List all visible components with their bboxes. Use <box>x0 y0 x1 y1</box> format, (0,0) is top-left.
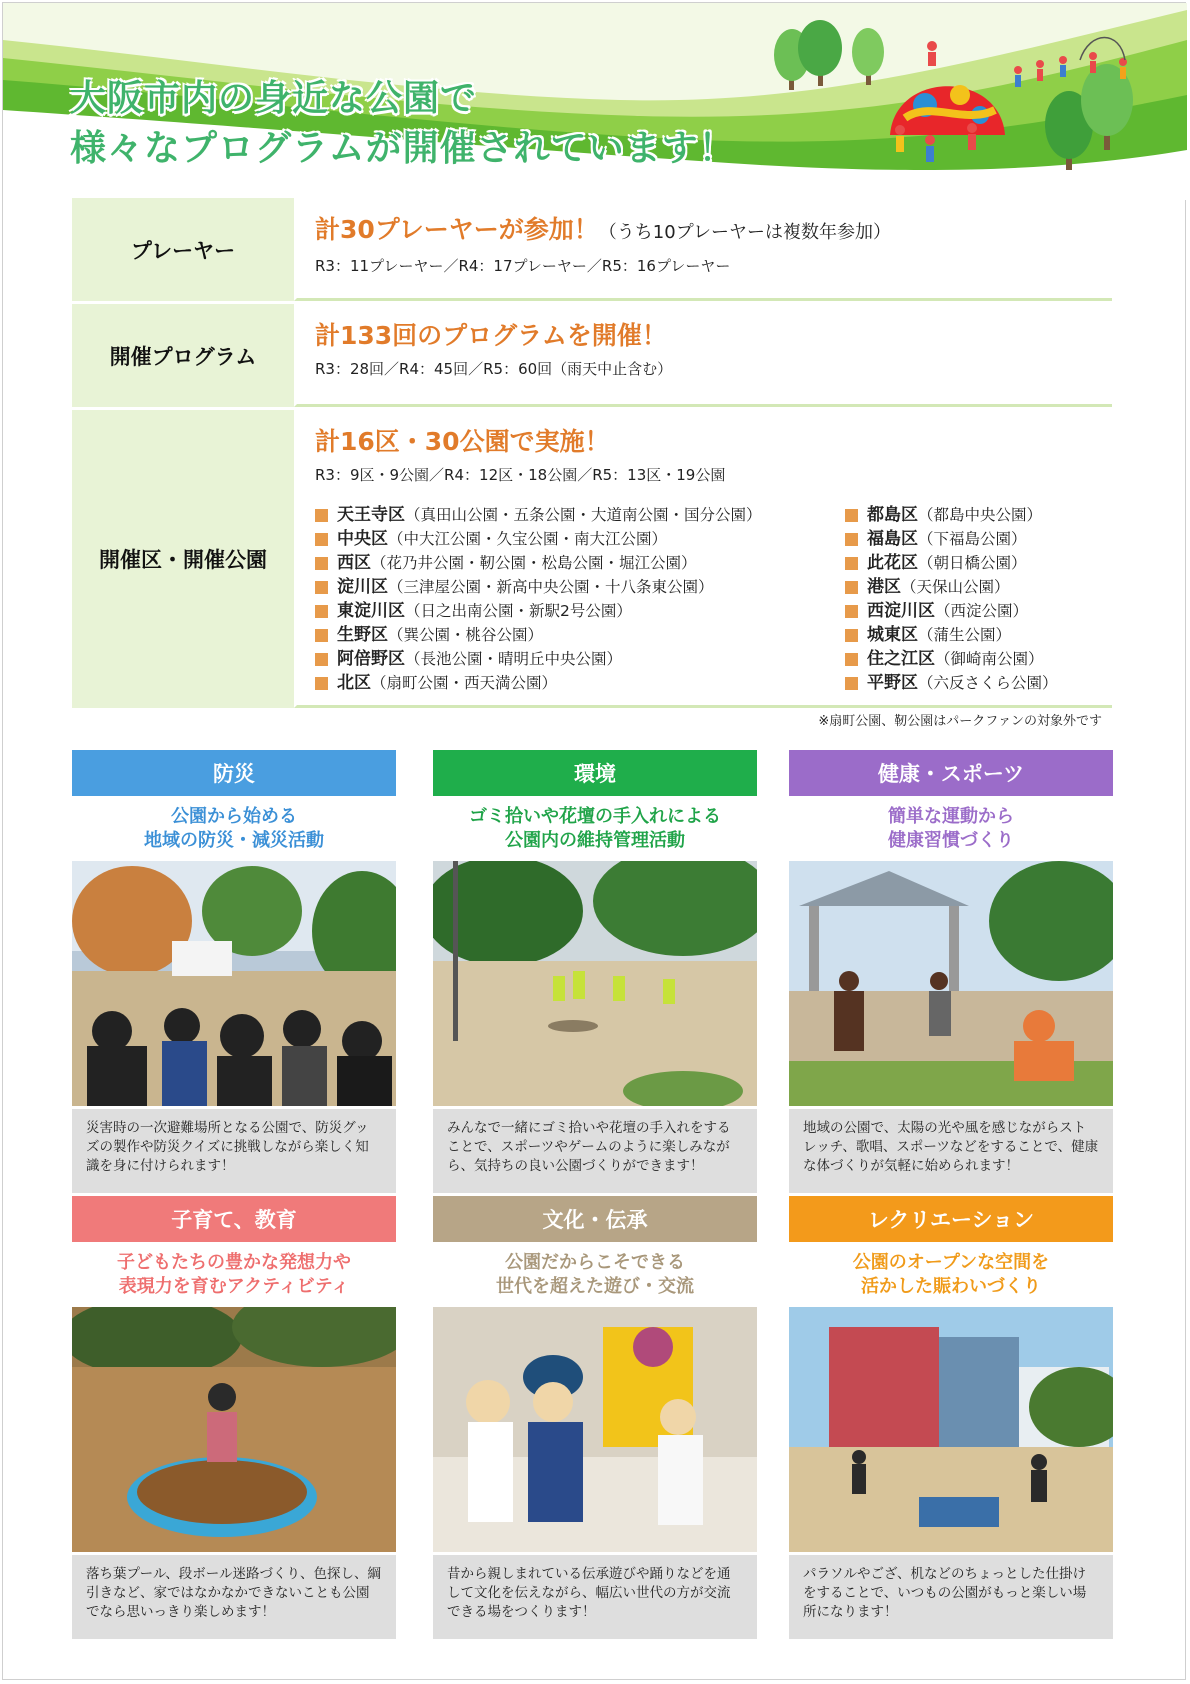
bullet-square-icon <box>845 533 858 546</box>
park-list-item <box>315 503 845 527</box>
card-description: 落ち葉プール、段ボール迷路づくり、色探し、綱引きなど、家ではなかなかできないことも公園でなら思いっきり楽しめます！ <box>72 1555 396 1639</box>
tagline-line-1: 公園だからこそできる <box>505 1252 685 1273</box>
row-content <box>294 304 1112 407</box>
bullet-square-icon <box>315 677 328 690</box>
park-names: （西淀公園） <box>935 602 1029 620</box>
park-list-item <box>315 551 845 575</box>
ward-name: 天王寺区 <box>337 505 405 525</box>
headline-text: 計30プレーヤーが参加！ <box>315 215 599 244</box>
title-line-2: 様々なプログラムが開催されています！ <box>70 128 736 169</box>
bullet-square-icon <box>315 629 328 642</box>
ward-name: 城東区 <box>867 625 918 645</box>
page-title <box>70 74 736 174</box>
bullet-square-icon <box>315 581 328 594</box>
park-list-item <box>845 671 1058 695</box>
card-photo <box>72 1307 396 1552</box>
tagline-line-1: 簡単な運動から <box>888 806 1014 827</box>
park-list-item <box>315 575 845 599</box>
tagline-line-1: 公園から始める <box>171 806 297 827</box>
bullet-square-icon <box>315 557 328 570</box>
row-label: プレーヤー <box>72 198 294 301</box>
card-photo <box>433 1307 757 1552</box>
park-list-item <box>845 575 1058 599</box>
footnote: ※扇町公園、靭公園はパークファンの対象外です <box>818 714 1102 729</box>
park-names: （長池公園・晴明丘中央公園） <box>405 650 623 668</box>
bullet-square-icon <box>845 557 858 570</box>
bullet-square-icon <box>315 509 328 522</box>
card-photo <box>789 861 1113 1106</box>
ward-name: 此花区 <box>867 553 918 573</box>
tagline-line-2: 表現力を育むアクティビティ <box>118 1276 350 1297</box>
card-tagline <box>433 805 757 855</box>
areas-detail: R3：9区・9公園／R4：12区・18公園／R5：13区・19公園 <box>315 466 726 484</box>
row-players <box>72 195 1112 301</box>
park-list-item <box>315 623 845 647</box>
ward-name: 西区 <box>337 553 371 573</box>
card-tagline <box>72 805 396 855</box>
headline-note: （うち10プレーヤーは複数年参加） <box>598 222 891 243</box>
park-list-item <box>845 551 1058 575</box>
card-title: 健康・スポーツ <box>789 750 1113 796</box>
card-tagline <box>789 1251 1113 1301</box>
park-names: （下福島公園） <box>918 530 1027 548</box>
bullet-square-icon <box>315 653 328 666</box>
park-list-item <box>845 527 1058 551</box>
park-list-item <box>315 599 845 623</box>
ward-name: 都島区 <box>867 505 918 525</box>
ward-name: 港区 <box>867 577 901 597</box>
park-list-left <box>315 503 845 695</box>
row-content <box>294 410 1112 708</box>
ward-name: 阿倍野区 <box>337 649 405 669</box>
tagline-line-2: 世代を超えた遊び・交流 <box>496 1276 694 1297</box>
park-list <box>315 503 1094 695</box>
park-names: （朝日橋公園） <box>918 554 1027 572</box>
park-list-item <box>845 599 1058 623</box>
row-areas <box>72 407 1112 708</box>
card-title: 子育て、教育 <box>72 1196 396 1242</box>
bullet-square-icon <box>315 533 328 546</box>
category-card-kosodate-kyoiku <box>72 1196 396 1639</box>
category-card-kankyo <box>433 750 757 1193</box>
category-card-recreation <box>789 1196 1113 1639</box>
park-names: （六反さくら公園） <box>918 674 1058 692</box>
players-detail: R3：11プレーヤー／R4：17プレーヤー／R5：16プレーヤー <box>315 257 731 275</box>
park-names: （扇町公園・西天満公園） <box>371 674 558 692</box>
row-label: 開催区・開催公園 <box>72 410 294 708</box>
card-title: 文化・伝承 <box>433 1196 757 1242</box>
park-list-item <box>845 647 1058 671</box>
park-list-item <box>845 503 1058 527</box>
park-list-item <box>315 527 845 551</box>
bullet-square-icon <box>845 509 858 522</box>
park-names: （日之出南公園・新駅2号公園） <box>405 602 632 620</box>
programs-detail: R3：28回／R4：45回／R5：60回（雨天中止含む） <box>315 360 673 378</box>
park-names: （巽公園・桃谷公園） <box>388 626 544 644</box>
tagline-line-2: 公園内の維持管理活動 <box>505 830 685 851</box>
park-names: （中大江公園・久宝公園・南大江公園） <box>388 530 668 548</box>
tagline-line-2: 活かした賑わいづくり <box>861 1276 1041 1297</box>
card-tagline <box>72 1251 396 1301</box>
park-list-right <box>845 503 1058 695</box>
players-headline <box>315 212 1094 251</box>
tagline-line-1: ゴミ拾いや花壇の手入れによる <box>469 806 721 827</box>
header <box>0 0 1190 200</box>
tagline-line-2: 地域の防災・減災活動 <box>144 830 324 851</box>
row-programs <box>72 301 1112 407</box>
tagline-line-1: 公園のオープンな空間を <box>852 1252 1050 1273</box>
row-content <box>294 198 1112 301</box>
category-card-bunka-densho <box>433 1196 757 1639</box>
ward-name: 西淀川区 <box>867 601 935 621</box>
park-list-item <box>315 647 845 671</box>
ward-name: 中央区 <box>337 529 388 549</box>
ward-name: 生野区 <box>337 625 388 645</box>
park-names: （天保山公園） <box>901 578 1010 596</box>
card-title: 環境 <box>433 750 757 796</box>
title-line-1: 大阪市内の身近な公園で <box>70 78 478 119</box>
bullet-square-icon <box>845 677 858 690</box>
park-names: （真田山公園・五条公園・大道南公園・国分公園） <box>405 506 762 524</box>
category-card-bousai <box>72 750 396 1193</box>
card-photo <box>789 1307 1113 1552</box>
programs-headline: 計133回のプログラムを開催！ <box>315 321 667 350</box>
park-names: （三津屋公園・新高中央公園・十八条東公園） <box>388 578 714 596</box>
card-description: みんなで一緒にゴミ拾いや花壇の手入れをすることで、スポーツやゲームのように楽しみながら、気持ちの良い公園づくりができます！ <box>433 1109 757 1193</box>
card-description: 昔から親しまれている伝承遊びや踊りなどを通して文化を伝えながら、幅広い世代の方が交流できる場をつくります！ <box>433 1555 757 1639</box>
card-tagline <box>789 805 1113 855</box>
row-label: 開催プログラム <box>72 304 294 407</box>
ward-name: 淀川区 <box>337 577 388 597</box>
park-list-item <box>845 623 1058 647</box>
ward-name: 北区 <box>337 673 371 693</box>
card-title: レクリエーション <box>789 1196 1113 1242</box>
park-names: （花乃井公園・靭公園・松島公園・堀江公園） <box>371 554 697 572</box>
card-photo <box>72 861 396 1106</box>
tagline-line-2: 健康習慣づくり <box>888 830 1014 851</box>
park-list-item <box>315 671 845 695</box>
card-title: 防災 <box>72 750 396 796</box>
park-names: （都島中央公園） <box>918 506 1043 524</box>
bullet-square-icon <box>845 605 858 618</box>
category-card-kenko-sports <box>789 750 1113 1193</box>
park-names: （御崎南公園） <box>935 650 1044 668</box>
bullet-square-icon <box>315 605 328 618</box>
card-description: パラソルやござ、机などのちょっとした仕掛けをすることで、いつもの公園がもっと楽しい場所になります！ <box>789 1555 1113 1639</box>
card-photo <box>433 861 757 1106</box>
ward-name: 住之江区 <box>867 649 935 669</box>
ward-name: 福島区 <box>867 529 918 549</box>
card-description: 災害時の一次避難場所となる公園で、防災グッズの製作や防災クイズに挑戦しながら楽しく知識を身に付けられます！ <box>72 1109 396 1193</box>
bullet-square-icon <box>845 629 858 642</box>
bullet-square-icon <box>845 581 858 594</box>
summary-table <box>72 195 1112 708</box>
tagline-line-1: 子どもたちの豊かな発想力や <box>117 1252 351 1273</box>
card-description: 地域の公園で、太陽の光や風を感じながらストレッチ、歌唱、スポーツなどをすることで、健康な体づくりが気軽に始められます！ <box>789 1109 1113 1193</box>
bullet-square-icon <box>845 653 858 666</box>
park-names: （蒲生公園） <box>918 626 1012 644</box>
ward-name: 平野区 <box>867 673 918 693</box>
areas-headline: 計16区・30公園で実施！ <box>315 427 610 456</box>
ward-name: 東淀川区 <box>337 601 405 621</box>
card-tagline <box>433 1251 757 1301</box>
